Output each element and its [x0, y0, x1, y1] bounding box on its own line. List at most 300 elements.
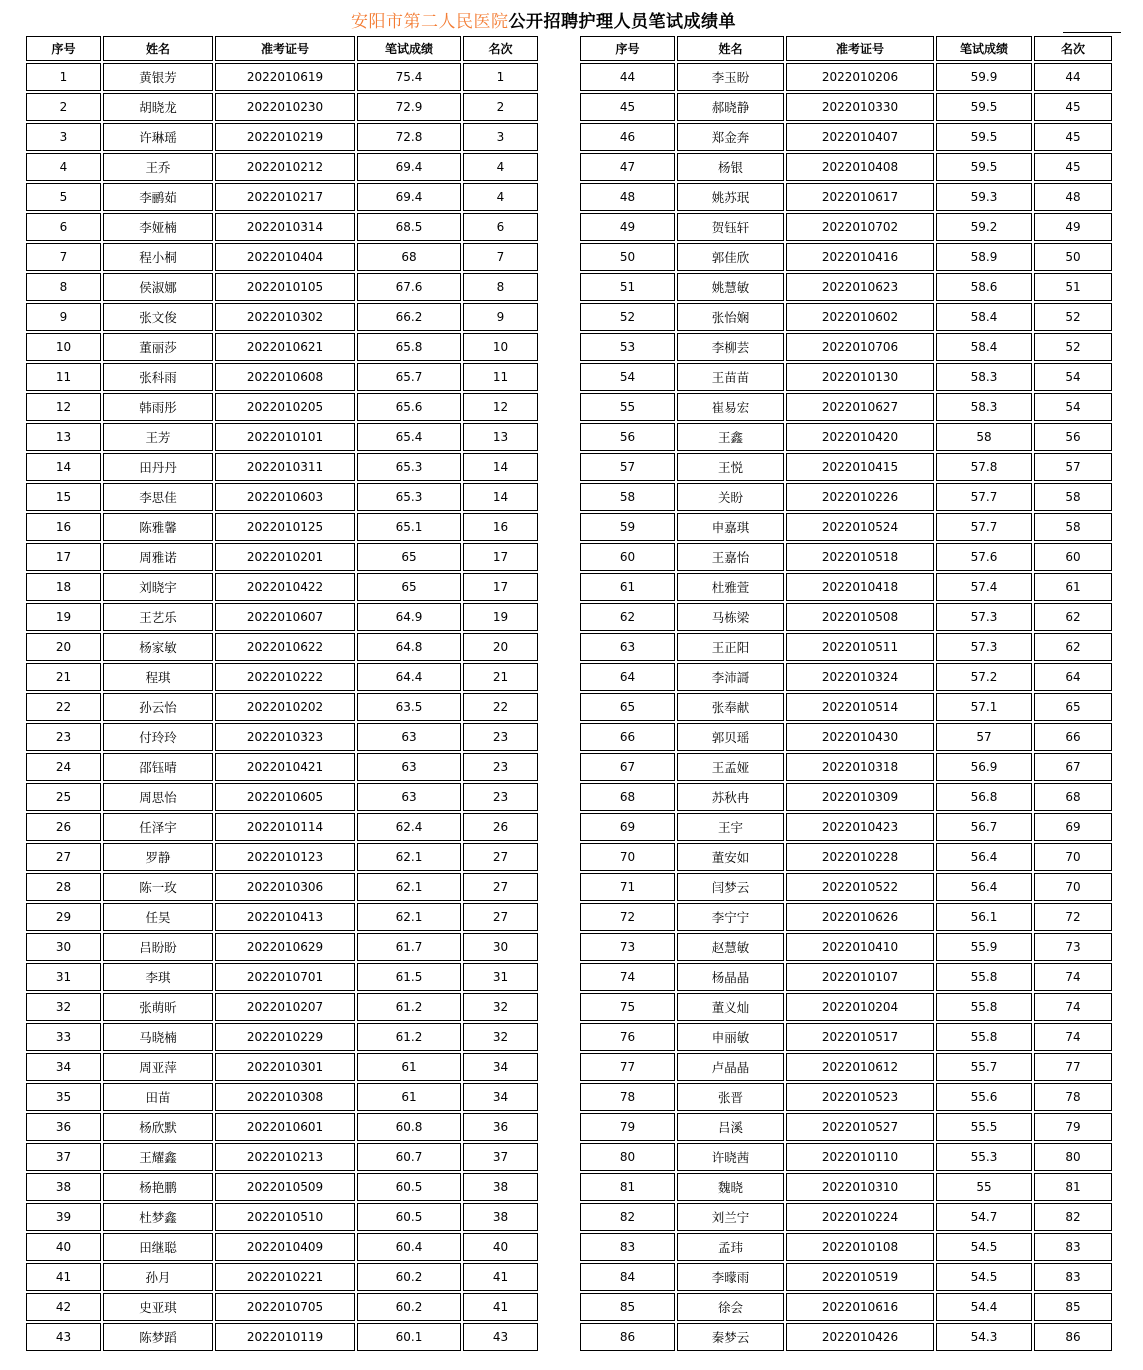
cell-rank: 44: [1034, 63, 1112, 91]
cell-exam-id: 2022010306: [215, 873, 355, 901]
table-row: [580, 93, 1112, 121]
cell-name: 杨家敏: [103, 633, 213, 661]
cell-name: 卢晶晶: [677, 1053, 784, 1081]
cell-score: 56.8: [936, 783, 1032, 811]
cell-score: 55.8: [936, 963, 1032, 991]
cell-seq: 43: [26, 1323, 101, 1351]
cell-score: 72.9: [357, 93, 461, 121]
cell-rank: 17: [463, 573, 538, 601]
cell-rank: 52: [1034, 333, 1112, 361]
cell-rank: 62: [1034, 633, 1112, 661]
cell-rank: 66: [1034, 723, 1112, 751]
cell-rank: 78: [1034, 1083, 1112, 1111]
cell-score: 64.8: [357, 633, 461, 661]
cell-seq: 57: [580, 453, 675, 481]
cell-seq: 46: [580, 123, 675, 151]
cell-exam-id: 2022010409: [215, 1233, 355, 1261]
cell-score: 59.3: [936, 183, 1032, 211]
cell-score: 57.4: [936, 573, 1032, 601]
cell-score: 60.4: [357, 1233, 461, 1261]
table-row: [580, 363, 1112, 391]
cell-score: 61: [357, 1053, 461, 1081]
cell-name: 付玲玲: [103, 723, 213, 751]
cell-seq: 66: [580, 723, 675, 751]
table-row: [26, 993, 538, 1021]
cell-score: 61.2: [357, 1023, 461, 1051]
table-row: [580, 963, 1112, 991]
table-row: [580, 1053, 1112, 1081]
cell-name: 吕盼盼: [103, 933, 213, 961]
cell-name: 杜雅萱: [677, 573, 784, 601]
cell-name: 闫梦云: [677, 873, 784, 901]
cell-exam-id: 2022010420: [786, 423, 934, 451]
cell-exam-id: 2022010119: [215, 1323, 355, 1351]
cell-exam-id: 2022010205: [215, 393, 355, 421]
cell-exam-id: 2022010407: [786, 123, 934, 151]
cell-rank: 41: [463, 1293, 538, 1321]
table-row: [26, 633, 538, 661]
cell-score: 72.8: [357, 123, 461, 151]
table-row: [26, 423, 538, 451]
cell-seq: 9: [26, 303, 101, 331]
cell-name: 王艺乐: [103, 603, 213, 631]
cell-name: 王鑫: [677, 423, 784, 451]
cell-score: 65.4: [357, 423, 461, 451]
cell-exam-id: 2022010108: [786, 1233, 934, 1261]
cell-name: 王嘉怡: [677, 543, 784, 571]
cell-seq: 50: [580, 243, 675, 271]
table-row: [580, 1023, 1112, 1051]
cell-seq: 21: [26, 663, 101, 691]
cell-exam-id: 2022010323: [215, 723, 355, 751]
cell-name: 胡晓龙: [103, 93, 213, 121]
table-row: [26, 363, 538, 391]
cell-seq: 75: [580, 993, 675, 1021]
cell-name: 魏晓: [677, 1173, 784, 1201]
cell-seq: 16: [26, 513, 101, 541]
header-name: 姓名: [103, 36, 213, 61]
cell-seq: 72: [580, 903, 675, 931]
cell-exam-id: 2022010202: [215, 693, 355, 721]
table-row: [580, 333, 1112, 361]
cell-rank: 52: [1034, 303, 1112, 331]
table-row: [26, 303, 538, 331]
cell-seq: 74: [580, 963, 675, 991]
table-row: [580, 813, 1112, 841]
cell-rank: 73: [1034, 933, 1112, 961]
cell-score: 56.4: [936, 843, 1032, 871]
title-text: 公开招聘护理人员笔试成绩单: [508, 12, 736, 32]
cell-score: 64.9: [357, 603, 461, 631]
cell-name: 周亚萍: [103, 1053, 213, 1081]
cell-rank: 32: [463, 1023, 538, 1051]
cell-seq: 2: [26, 93, 101, 121]
cell-seq: 38: [26, 1173, 101, 1201]
cell-rank: 43: [463, 1323, 538, 1351]
cell-seq: 73: [580, 933, 675, 961]
cell-rank: 72: [1034, 903, 1112, 931]
cell-rank: 69: [1034, 813, 1112, 841]
table-row: [580, 543, 1112, 571]
cell-exam-id: 2022010222: [215, 663, 355, 691]
table-row: [580, 753, 1112, 781]
cell-score: 63: [357, 753, 461, 781]
cell-exam-id: 2022010627: [786, 393, 934, 421]
table-row: [26, 903, 538, 931]
cell-exam-id: 2022010213: [215, 1143, 355, 1171]
cell-name: 刘晓宇: [103, 573, 213, 601]
table-row: [580, 453, 1112, 481]
cell-seq: 60: [580, 543, 675, 571]
cell-seq: 49: [580, 213, 675, 241]
cell-seq: 30: [26, 933, 101, 961]
cell-exam-id: 2022010605: [215, 783, 355, 811]
cell-exam-id: 2022010125: [215, 513, 355, 541]
cell-name: 张奉献: [677, 693, 784, 721]
cell-name: 杨银: [677, 153, 784, 181]
cell-exam-id: 2022010107: [786, 963, 934, 991]
cell-name: 陈雅馨: [103, 513, 213, 541]
cell-exam-id: 2022010204: [786, 993, 934, 1021]
cell-score: 57.1: [936, 693, 1032, 721]
cell-rank: 12: [463, 393, 538, 421]
cell-name: 关盼: [677, 483, 784, 511]
cell-rank: 60: [1034, 543, 1112, 571]
cell-rank: 81: [1034, 1173, 1112, 1201]
cell-score: 59.5: [936, 123, 1032, 151]
cell-name: 王正阳: [677, 633, 784, 661]
cell-score: 55.8: [936, 993, 1032, 1021]
cell-seq: 45: [580, 93, 675, 121]
cell-seq: 81: [580, 1173, 675, 1201]
cell-exam-id: 2022010302: [215, 303, 355, 331]
cell-score: 57.3: [936, 633, 1032, 661]
table-row: [580, 1113, 1112, 1141]
cell-name: 王芳: [103, 423, 213, 451]
cell-exam-id: 2022010701: [215, 963, 355, 991]
cell-score: 61: [357, 1083, 461, 1111]
cell-score: 67.6: [357, 273, 461, 301]
cell-score: 58.4: [936, 333, 1032, 361]
cell-name: 董安如: [677, 843, 784, 871]
cell-exam-id: 2022010706: [786, 333, 934, 361]
cell-name: 孙云怡: [103, 693, 213, 721]
cell-score: 65.6: [357, 393, 461, 421]
cell-seq: 10: [26, 333, 101, 361]
table-row: [26, 123, 538, 151]
cell-seq: 39: [26, 1203, 101, 1231]
cell-name: 孟玮: [677, 1233, 784, 1261]
cell-seq: 15: [26, 483, 101, 511]
cell-name: 任泽宇: [103, 813, 213, 841]
cell-seq: 6: [26, 213, 101, 241]
cell-score: 61.5: [357, 963, 461, 991]
cell-score: 63.5: [357, 693, 461, 721]
cell-exam-id: 2022010221: [215, 1263, 355, 1291]
cell-score: 65.3: [357, 483, 461, 511]
table-row: [580, 843, 1112, 871]
cell-rank: 45: [1034, 93, 1112, 121]
cell-rank: 79: [1034, 1113, 1112, 1141]
cell-rank: 45: [1034, 123, 1112, 151]
cell-name: 郭贝瑶: [677, 723, 784, 751]
cell-name: 田继聪: [103, 1233, 213, 1261]
cell-seq: 51: [580, 273, 675, 301]
cell-exam-id: 2022010217: [215, 183, 355, 211]
table-row: [580, 483, 1112, 511]
cell-name: 李柳芸: [677, 333, 784, 361]
table-row: [580, 303, 1112, 331]
cell-name: 张晋: [677, 1083, 784, 1111]
table-row: [26, 333, 538, 361]
table-row: [580, 783, 1112, 811]
cell-name: 侯淑娜: [103, 273, 213, 301]
table-row: [26, 243, 538, 271]
cell-rank: 23: [463, 753, 538, 781]
cell-score: 65.1: [357, 513, 461, 541]
cell-seq: 62: [580, 603, 675, 631]
cell-score: 61.2: [357, 993, 461, 1021]
cell-score: 66.2: [357, 303, 461, 331]
cell-exam-id: 2022010602: [786, 303, 934, 331]
cell-rank: 54: [1034, 363, 1112, 391]
cell-score: 62.1: [357, 903, 461, 931]
cell-score: 63: [357, 783, 461, 811]
cell-name: 马晓楠: [103, 1023, 213, 1051]
table-header-row: [26, 36, 538, 61]
cell-seq: 82: [580, 1203, 675, 1231]
cell-exam-id: 2022010603: [215, 483, 355, 511]
cell-rank: 57: [1034, 453, 1112, 481]
cell-name: 任昊: [103, 903, 213, 931]
table-row: [580, 993, 1112, 1021]
cell-score: 62.4: [357, 813, 461, 841]
cell-seq: 31: [26, 963, 101, 991]
cell-seq: 67: [580, 753, 675, 781]
header-exam-id: 准考证号: [786, 36, 934, 61]
cell-name: 杨晶晶: [677, 963, 784, 991]
table-row: [580, 1233, 1112, 1261]
cell-seq: 58: [580, 483, 675, 511]
table-row: [26, 873, 538, 901]
cell-score: 55.6: [936, 1083, 1032, 1111]
cell-exam-id: 2022010601: [215, 1113, 355, 1141]
cell-score: 75.4: [357, 63, 461, 91]
header-name: 姓名: [677, 36, 784, 61]
cell-score: 59.5: [936, 153, 1032, 181]
cell-score: 57: [936, 723, 1032, 751]
cell-score: 58.6: [936, 273, 1032, 301]
cell-exam-id: 2022010413: [215, 903, 355, 931]
cell-exam-id: 2022010101: [215, 423, 355, 451]
cell-rank: 10: [463, 333, 538, 361]
table-row: [580, 1203, 1112, 1231]
cell-score: 55: [936, 1173, 1032, 1201]
cell-rank: 21: [463, 663, 538, 691]
header-rank: 名次: [463, 36, 538, 61]
cell-rank: 34: [463, 1053, 538, 1081]
cell-seq: 14: [26, 453, 101, 481]
cell-rank: 27: [463, 843, 538, 871]
cell-seq: 55: [580, 393, 675, 421]
cell-exam-id: 2022010430: [786, 723, 934, 751]
cell-name: 张文俊: [103, 303, 213, 331]
cell-rank: 31: [463, 963, 538, 991]
cell-exam-id: 2022010519: [786, 1263, 934, 1291]
cell-rank: 34: [463, 1083, 538, 1111]
table-row: [580, 1293, 1112, 1321]
table-row: [26, 753, 538, 781]
cell-seq: 37: [26, 1143, 101, 1171]
cell-name: 崔易宏: [677, 393, 784, 421]
cell-exam-id: 2022010607: [215, 603, 355, 631]
cell-seq: 36: [26, 1113, 101, 1141]
cell-rank: 2: [463, 93, 538, 121]
cell-name: 程琪: [103, 663, 213, 691]
cell-exam-id: 2022010514: [786, 693, 934, 721]
cell-seq: 22: [26, 693, 101, 721]
cell-name: 田丹丹: [103, 453, 213, 481]
cell-score: 61.7: [357, 933, 461, 961]
table-row: [26, 603, 538, 631]
cell-name: 王孟娅: [677, 753, 784, 781]
table-row: [580, 63, 1112, 91]
cell-name: 周雅诺: [103, 543, 213, 571]
cell-exam-id: 2022010415: [786, 453, 934, 481]
cell-score: 54.5: [936, 1233, 1032, 1261]
table-row: [26, 663, 538, 691]
cell-rank: 9: [463, 303, 538, 331]
cell-name: 许琳瑶: [103, 123, 213, 151]
table-row: [580, 693, 1112, 721]
header-seq: 序号: [26, 36, 101, 61]
cell-score: 56.9: [936, 753, 1032, 781]
cell-exam-id: 2022010617: [786, 183, 934, 211]
cell-exam-id: 2022010110: [786, 1143, 934, 1171]
table-row: [26, 543, 538, 571]
cell-exam-id: 2022010114: [215, 813, 355, 841]
cell-seq: 5: [26, 183, 101, 211]
cell-seq: 78: [580, 1083, 675, 1111]
cell-name: 韩雨彤: [103, 393, 213, 421]
cell-rank: 30: [463, 933, 538, 961]
table-row: [580, 213, 1112, 241]
cell-rank: 38: [463, 1203, 538, 1231]
cell-name: 董义灿: [677, 993, 784, 1021]
table-body-left: [26, 63, 538, 1351]
cell-exam-id: 2022010418: [786, 573, 934, 601]
cell-seq: 54: [580, 363, 675, 391]
table-row: [580, 903, 1112, 931]
cell-score: 59.9: [936, 63, 1032, 91]
cell-name: 李琪: [103, 963, 213, 991]
cell-rank: 64: [1034, 663, 1112, 691]
cell-score: 54.4: [936, 1293, 1032, 1321]
table-row: [26, 963, 538, 991]
cell-rank: 48: [1034, 183, 1112, 211]
cell-score: 65.8: [357, 333, 461, 361]
cell-rank: 4: [463, 183, 538, 211]
cell-seq: 24: [26, 753, 101, 781]
cell-score: 65: [357, 543, 461, 571]
cell-name: 陈梦蹈: [103, 1323, 213, 1351]
cell-seq: 29: [26, 903, 101, 931]
cell-name: 赵慧敏: [677, 933, 784, 961]
cell-seq: 47: [580, 153, 675, 181]
table-row: [580, 603, 1112, 631]
cell-seq: 28: [26, 873, 101, 901]
cell-rank: 85: [1034, 1293, 1112, 1321]
table-row: [580, 873, 1112, 901]
cell-exam-id: 2022010410: [786, 933, 934, 961]
cell-rank: 38: [463, 1173, 538, 1201]
cell-rank: 62: [1034, 603, 1112, 631]
cell-exam-id: 2022010318: [786, 753, 934, 781]
cell-seq: 59: [580, 513, 675, 541]
cell-seq: 53: [580, 333, 675, 361]
cell-exam-id: 2022010509: [215, 1173, 355, 1201]
cell-score: 55.3: [936, 1143, 1032, 1171]
cell-rank: 45: [1034, 153, 1112, 181]
cell-seq: 42: [26, 1293, 101, 1321]
cell-score: 57.2: [936, 663, 1032, 691]
table-row: [26, 1023, 538, 1051]
table-row: [26, 693, 538, 721]
cell-rank: 80: [1034, 1143, 1112, 1171]
table-row: [580, 573, 1112, 601]
cell-name: 申嘉琪: [677, 513, 784, 541]
cell-exam-id: 2022010524: [786, 513, 934, 541]
cell-score: 65: [357, 573, 461, 601]
cell-name: 邵钰晴: [103, 753, 213, 781]
cell-rank: 27: [463, 873, 538, 901]
cell-rank: 49: [1034, 213, 1112, 241]
cell-rank: 22: [463, 693, 538, 721]
table-row: [580, 183, 1112, 211]
cell-name: 苏秋冉: [677, 783, 784, 811]
cell-score: 57.6: [936, 543, 1032, 571]
cell-seq: 4: [26, 153, 101, 181]
cell-exam-id: 2022010616: [786, 1293, 934, 1321]
cell-exam-id: 2022010226: [786, 483, 934, 511]
cell-score: 56.7: [936, 813, 1032, 841]
cell-exam-id: 2022010308: [215, 1083, 355, 1111]
cell-rank: 26: [463, 813, 538, 841]
cell-exam-id: 2022010408: [786, 153, 934, 181]
table-row: [26, 1203, 538, 1231]
cell-exam-id: 2022010301: [215, 1053, 355, 1081]
cell-rank: 4: [463, 153, 538, 181]
cell-exam-id: 2022010421: [215, 753, 355, 781]
cell-seq: 76: [580, 1023, 675, 1051]
cell-seq: 13: [26, 423, 101, 451]
table-row: [26, 453, 538, 481]
cell-score: 57.7: [936, 483, 1032, 511]
cell-exam-id: 2022010518: [786, 543, 934, 571]
cell-seq: 19: [26, 603, 101, 631]
cell-rank: 40: [463, 1233, 538, 1261]
cell-exam-id: 2022010517: [786, 1023, 934, 1051]
cell-seq: 8: [26, 273, 101, 301]
cell-seq: 20: [26, 633, 101, 661]
table-row: [26, 483, 538, 511]
cell-exam-id: 2022010105: [215, 273, 355, 301]
cell-name: 李娅楠: [103, 213, 213, 241]
cell-exam-id: 2022010508: [786, 603, 934, 631]
table-row: [580, 633, 1112, 661]
cell-name: 王悦: [677, 453, 784, 481]
cell-name: 郑金奔: [677, 123, 784, 151]
